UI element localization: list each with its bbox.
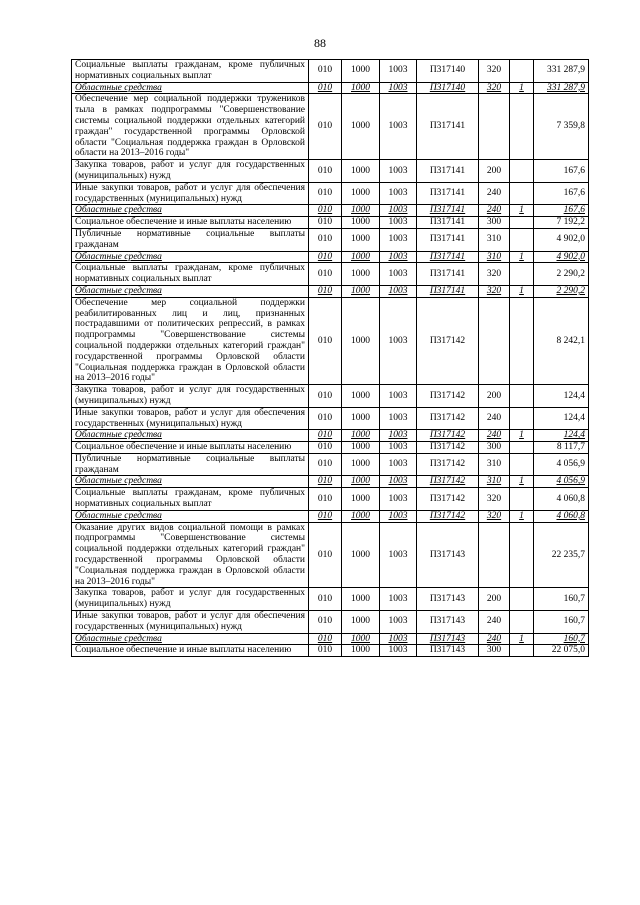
funding-source-code: [510, 453, 534, 476]
subsection-code: 1003: [380, 522, 417, 588]
target-article-code: П317142: [417, 407, 479, 430]
amount: 4 056,9: [534, 453, 589, 476]
expense-type-code: 300: [479, 217, 510, 229]
amount: 124,4: [534, 407, 589, 430]
funding-source-code: 1: [510, 510, 534, 522]
table-row: [72, 407, 589, 430]
section-code: 1000: [342, 82, 380, 94]
funding-source-code: 1: [510, 251, 534, 263]
subsection-code: 1003: [380, 510, 417, 522]
row-name: Социальное обеспечение и иные выплаты населению: [72, 645, 309, 657]
expense-type-code: 240: [479, 611, 510, 634]
funding-source-code: [510, 488, 534, 511]
amount: 160,7: [534, 611, 589, 634]
row-name: Публичные нормативные социальные выплаты гражданам: [72, 453, 309, 476]
row-name: Областные средства: [72, 285, 309, 297]
subsection-code: 1003: [380, 82, 417, 94]
funding-source-code: [510, 385, 534, 408]
row-name: Областные средства: [72, 633, 309, 645]
expense-type-code: [479, 522, 510, 588]
section-code: 1000: [342, 182, 380, 205]
amount: 4 902,0: [534, 251, 589, 263]
subsection-code: 1003: [380, 297, 417, 384]
section-code: 1000: [342, 263, 380, 286]
funding-source-code: 1: [510, 285, 534, 297]
funding-source-code: [510, 442, 534, 454]
target-article-code: П317142: [417, 297, 479, 384]
subsection-code: 1003: [380, 645, 417, 657]
ministry-code: 010: [309, 442, 342, 454]
row-name: Оказание других видов социальной помощи в рамках подпрограммы "Совершенствование системы социальной поддержки отдельных категорий граждан" государственной программы Орловской области "Социальная поддержка граждан в Орловской области на 2013–2016 годы": [72, 522, 309, 588]
regional-funds-row: [72, 251, 589, 263]
regional-funds-row: [72, 633, 589, 645]
ministry-code: 010: [309, 385, 342, 408]
amount: 4 060,8: [534, 488, 589, 511]
subsection-code: 1003: [380, 588, 417, 611]
row-name: Областные средства: [72, 82, 309, 94]
row-name: Обеспечение мер социальной поддержки тружеников тыла в рамках подпрограммы "Совершенствование системы социальной поддержки отдельных категорий граждан" государственной программы Орловской области "Социальная поддержка граждан в Орловской области на 2013–2016 годы": [72, 94, 309, 160]
ministry-code: 010: [309, 476, 342, 488]
budget-table: [71, 59, 589, 657]
section-code: 1000: [342, 251, 380, 263]
row-name: Иные закупки товаров, работ и услуг для обеспечения государственных (муниципальных) нужд: [72, 407, 309, 430]
section-code: 1000: [342, 60, 380, 83]
funding-source-code: [510, 263, 534, 286]
subsection-code: 1003: [380, 217, 417, 229]
section-code: 1000: [342, 285, 380, 297]
expense-type-code: 200: [479, 385, 510, 408]
table-row: [72, 385, 589, 408]
amount: 167,6: [534, 205, 589, 217]
table-row: [72, 60, 589, 83]
subsection-code: 1003: [380, 263, 417, 286]
section-code: 1000: [342, 588, 380, 611]
expense-type-code: 320: [479, 285, 510, 297]
section-code: 1000: [342, 442, 380, 454]
expense-type-code: 320: [479, 60, 510, 83]
ministry-code: 010: [309, 430, 342, 442]
expense-type-code: 200: [479, 588, 510, 611]
funding-source-code: 1: [510, 633, 534, 645]
ministry-code: 010: [309, 633, 342, 645]
row-name: Иные закупки товаров, работ и услуг для обеспечения государственных (муниципальных) нужд: [72, 182, 309, 205]
subsection-code: 1003: [380, 160, 417, 183]
section-code: 1000: [342, 611, 380, 634]
funding-source-code: 1: [510, 430, 534, 442]
expense-type-code: 310: [479, 228, 510, 251]
amount: 7 359,8: [534, 94, 589, 160]
amount: 331 287,9: [534, 82, 589, 94]
amount: 22 075,0: [534, 645, 589, 657]
target-article-code: П317140: [417, 82, 479, 94]
ministry-code: 010: [309, 488, 342, 511]
target-article-code: П317141: [417, 217, 479, 229]
row-name: Социальное обеспечение и иные выплаты населению: [72, 217, 309, 229]
funding-source-code: [510, 182, 534, 205]
ministry-code: 010: [309, 182, 342, 205]
target-article-code: П317141: [417, 94, 479, 160]
section-code: 1000: [342, 407, 380, 430]
table-row: [72, 611, 589, 634]
amount: 2 290,2: [534, 263, 589, 286]
section-code: 1000: [342, 217, 380, 229]
ministry-code: 010: [309, 263, 342, 286]
target-article-code: П317142: [417, 453, 479, 476]
expense-type-code: [479, 297, 510, 384]
amount: 4 056,9: [534, 476, 589, 488]
expense-type-code: 320: [479, 488, 510, 511]
funding-source-code: [510, 407, 534, 430]
ministry-code: 010: [309, 297, 342, 384]
funding-source-code: [510, 645, 534, 657]
ministry-code: 010: [309, 285, 342, 297]
expense-type-code: 200: [479, 160, 510, 183]
row-name: Социальные выплаты гражданам, кроме публичных нормативных социальных выплат: [72, 263, 309, 286]
target-article-code: П317142: [417, 510, 479, 522]
ministry-code: 010: [309, 510, 342, 522]
section-code: 1000: [342, 510, 380, 522]
subsection-code: 1003: [380, 430, 417, 442]
expense-type-code: 300: [479, 442, 510, 454]
row-name: Областные средства: [72, 430, 309, 442]
ministry-code: 010: [309, 205, 342, 217]
amount: 167,6: [534, 160, 589, 183]
subsection-code: 1003: [380, 94, 417, 160]
funding-source-code: [510, 160, 534, 183]
table-row: [72, 228, 589, 251]
section-code: 1000: [342, 385, 380, 408]
subsection-code: 1003: [380, 251, 417, 263]
regional-funds-row: [72, 510, 589, 522]
table-row: [72, 588, 589, 611]
funding-source-code: [510, 522, 534, 588]
expense-type-code: 240: [479, 182, 510, 205]
amount: 124,4: [534, 385, 589, 408]
section-code: 1000: [342, 522, 380, 588]
section-code: 1000: [342, 488, 380, 511]
budget-table-body: [72, 60, 589, 657]
section-code: 1000: [342, 453, 380, 476]
target-article-code: П317143: [417, 588, 479, 611]
amount: 7 192,2: [534, 217, 589, 229]
amount: 167,6: [534, 182, 589, 205]
table-row: [72, 297, 589, 384]
table-row: [72, 263, 589, 286]
expense-type-code: 320: [479, 82, 510, 94]
target-article-code: П317142: [417, 476, 479, 488]
expense-type-code: 240: [479, 633, 510, 645]
expense-type-code: 320: [479, 510, 510, 522]
section-code: 1000: [342, 205, 380, 217]
amount: 160,7: [534, 633, 589, 645]
table-row: [72, 217, 589, 229]
row-name: Закупка товаров, работ и услуг для государственных (муниципальных) нужд: [72, 588, 309, 611]
row-name: Областные средства: [72, 205, 309, 217]
ministry-code: 010: [309, 60, 342, 83]
row-name: Областные средства: [72, 251, 309, 263]
funding-source-code: [510, 60, 534, 83]
subsection-code: 1003: [380, 407, 417, 430]
section-code: 1000: [342, 476, 380, 488]
funding-source-code: [510, 297, 534, 384]
funding-source-code: [510, 588, 534, 611]
amount: 331 287,9: [534, 60, 589, 83]
amount: 8 117,7: [534, 442, 589, 454]
regional-funds-row: [72, 205, 589, 217]
section-code: 1000: [342, 94, 380, 160]
target-article-code: П317142: [417, 442, 479, 454]
section-code: 1000: [342, 633, 380, 645]
subsection-code: 1003: [380, 60, 417, 83]
ministry-code: 010: [309, 588, 342, 611]
expense-type-code: 310: [479, 476, 510, 488]
target-article-code: П317143: [417, 522, 479, 588]
target-article-code: П317141: [417, 160, 479, 183]
regional-funds-row: [72, 476, 589, 488]
ministry-code: 010: [309, 82, 342, 94]
subsection-code: 1003: [380, 476, 417, 488]
target-article-code: П317142: [417, 385, 479, 408]
ministry-code: 010: [309, 160, 342, 183]
target-article-code: П317143: [417, 645, 479, 657]
expense-type-code: 320: [479, 263, 510, 286]
page-number: 88: [314, 36, 326, 50]
section-code: 1000: [342, 430, 380, 442]
section-code: 1000: [342, 645, 380, 657]
target-article-code: П317141: [417, 251, 479, 263]
subsection-code: 1003: [380, 488, 417, 511]
table-row: [72, 488, 589, 511]
amount: 4 060,8: [534, 510, 589, 522]
section-code: 1000: [342, 297, 380, 384]
subsection-code: 1003: [380, 182, 417, 205]
ministry-code: 010: [309, 645, 342, 657]
target-article-code: П317142: [417, 488, 479, 511]
subsection-code: 1003: [380, 205, 417, 217]
subsection-code: 1003: [380, 442, 417, 454]
regional-funds-row: [72, 285, 589, 297]
row-name: Закупка товаров, работ и услуг для государственных (муниципальных) нужд: [72, 385, 309, 408]
ministry-code: 010: [309, 522, 342, 588]
row-name: Иные закупки товаров, работ и услуг для обеспечения государственных (муниципальных) нужд: [72, 611, 309, 634]
ministry-code: 010: [309, 407, 342, 430]
row-name: Областные средства: [72, 476, 309, 488]
amount: 124,4: [534, 430, 589, 442]
row-name: Областные средства: [72, 510, 309, 522]
target-article-code: П317142: [417, 430, 479, 442]
funding-source-code: 1: [510, 205, 534, 217]
amount: 160,7: [534, 588, 589, 611]
target-article-code: П317143: [417, 633, 479, 645]
regional-funds-row: [72, 430, 589, 442]
subsection-code: 1003: [380, 633, 417, 645]
row-name: Публичные нормативные социальные выплаты гражданам: [72, 228, 309, 251]
target-article-code: П317143: [417, 611, 479, 634]
target-article-code: П317141: [417, 182, 479, 205]
amount: 8 242,1: [534, 297, 589, 384]
target-article-code: П317141: [417, 285, 479, 297]
funding-source-code: [510, 611, 534, 634]
funding-source-code: [510, 217, 534, 229]
table-row: [72, 453, 589, 476]
subsection-code: 1003: [380, 285, 417, 297]
expense-type-code: 240: [479, 407, 510, 430]
section-code: 1000: [342, 228, 380, 251]
subsection-code: 1003: [380, 385, 417, 408]
expense-type-code: 300: [479, 645, 510, 657]
row-name: Закупка товаров, работ и услуг для государственных (муниципальных) нужд: [72, 160, 309, 183]
amount: 22 235,7: [534, 522, 589, 588]
funding-source-code: [510, 94, 534, 160]
table-row: [72, 160, 589, 183]
ministry-code: 010: [309, 251, 342, 263]
table-row: [72, 94, 589, 160]
row-name: Социальные выплаты гражданам, кроме публичных нормативных социальных выплат: [72, 488, 309, 511]
table-row: [72, 182, 589, 205]
target-article-code: П317141: [417, 205, 479, 217]
table-row: [72, 645, 589, 657]
ministry-code: 010: [309, 228, 342, 251]
target-article-code: П317141: [417, 228, 479, 251]
funding-source-code: [510, 228, 534, 251]
funding-source-code: 1: [510, 476, 534, 488]
expense-type-code: [479, 94, 510, 160]
ministry-code: 010: [309, 94, 342, 160]
target-article-code: П317140: [417, 60, 479, 83]
expense-type-code: 240: [479, 430, 510, 442]
funding-source-code: 1: [510, 82, 534, 94]
ministry-code: 010: [309, 217, 342, 229]
table-row: [72, 442, 589, 454]
ministry-code: 010: [309, 453, 342, 476]
subsection-code: 1003: [380, 228, 417, 251]
section-code: 1000: [342, 160, 380, 183]
regional-funds-row: [72, 82, 589, 94]
expense-type-code: 310: [479, 251, 510, 263]
table-row: [72, 522, 589, 588]
amount: 2 290,2: [534, 285, 589, 297]
subsection-code: 1003: [380, 611, 417, 634]
row-name: Социальные выплаты гражданам, кроме публичных нормативных социальных выплат: [72, 60, 309, 83]
expense-type-code: 240: [479, 205, 510, 217]
amount: 4 902,0: [534, 228, 589, 251]
expense-type-code: 310: [479, 453, 510, 476]
row-name: Обеспечение мер социальной поддержки реабилитированных лиц и лиц, признанных пострадавшими от политических репрессий, в рамках подпрограммы "Совершенствование системы социальной поддержки отдельных категорий граждан" государственной программы Орловской области "Социальная поддержка граждан в Орловской области на 2013–2016 годы": [72, 297, 309, 384]
subsection-code: 1003: [380, 453, 417, 476]
ministry-code: 010: [309, 611, 342, 634]
row-name: Социальное обеспечение и иные выплаты населению: [72, 442, 309, 454]
target-article-code: П317141: [417, 263, 479, 286]
